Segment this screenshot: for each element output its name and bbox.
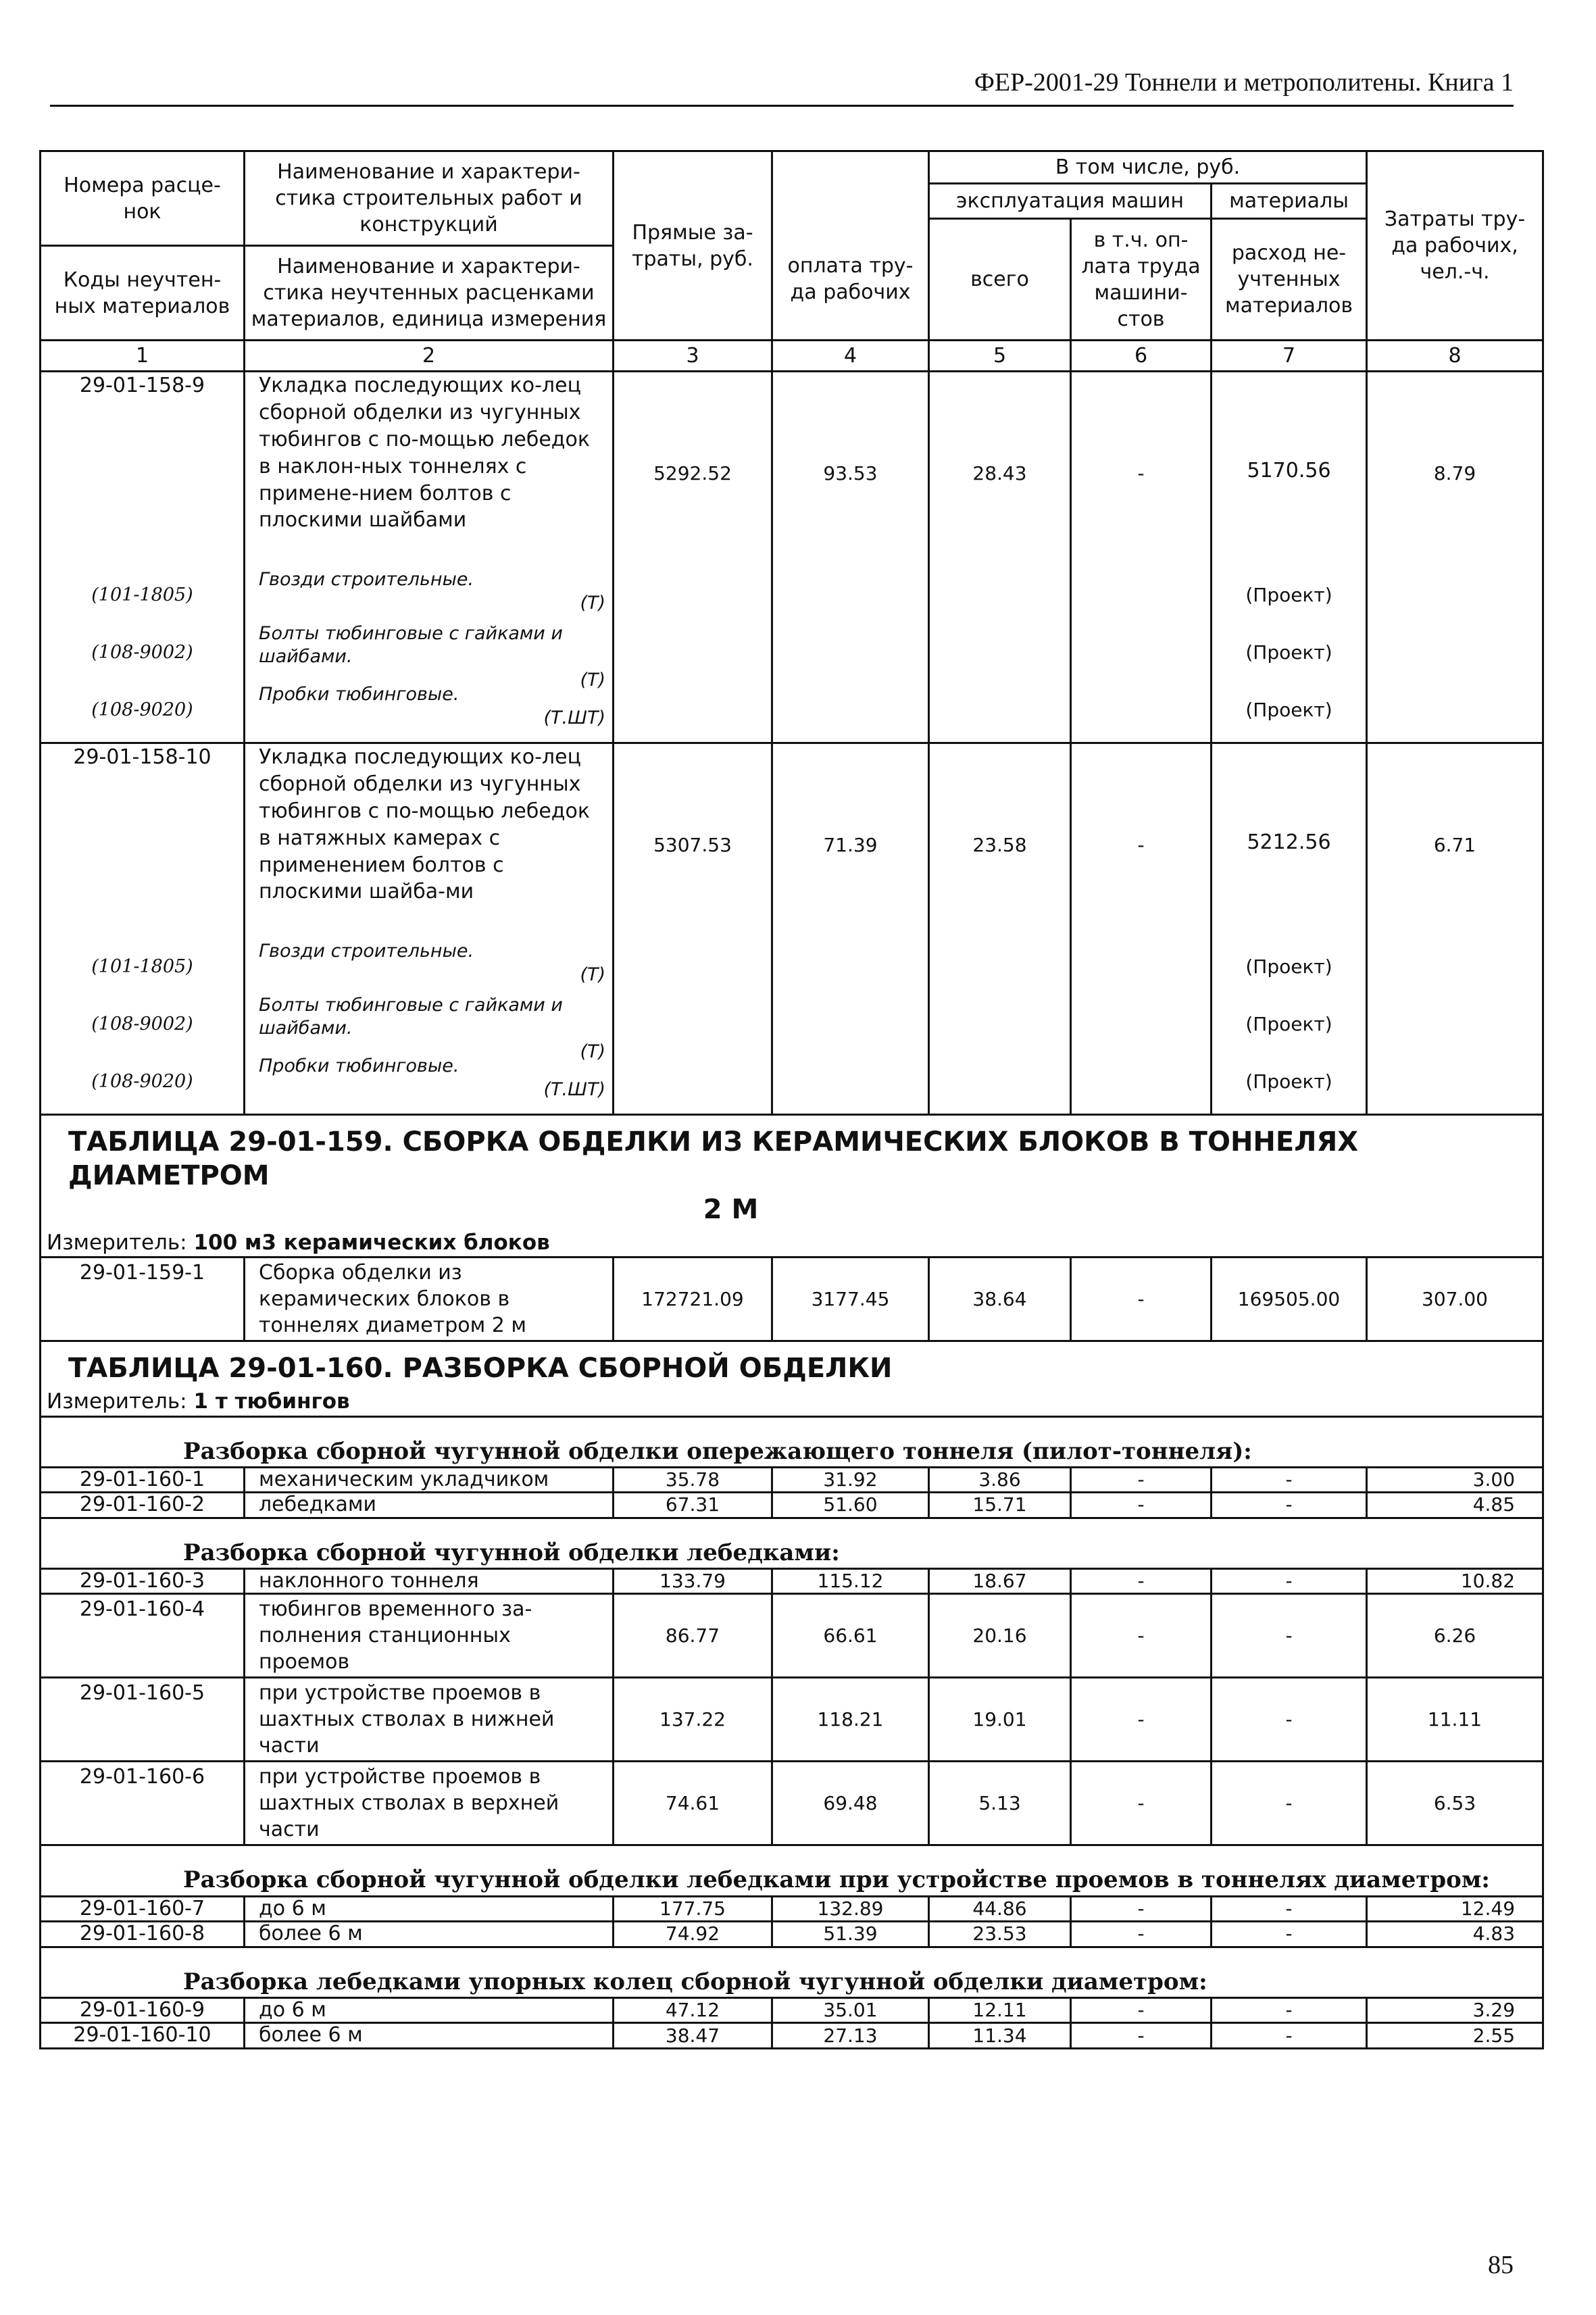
table-row <box>41 1594 1543 1678</box>
labor-pay: 35.01 <box>772 1997 929 2023</box>
rate-code: 29-01-160-8 <box>41 1922 245 1947</box>
rate-code: 29-01-160-1 <box>41 1467 245 1493</box>
direct-costs: 74.92 <box>614 1922 772 1947</box>
header-unaccounted-materials: расход не-учтенных материалов <box>1212 219 1367 341</box>
table-row <box>41 1997 1543 2023</box>
material-unit: (Т) <box>580 669 605 691</box>
material-note: (Проект) <box>1245 583 1332 606</box>
header-rule <box>50 105 1514 107</box>
running-header: ФЕР-2001-29 Тоннели и метрополитены. Книга 1 <box>974 68 1514 97</box>
machines-total: 20.16 <box>929 1594 1071 1678</box>
table-row <box>41 372 1543 743</box>
rate-code: 29-01-160-6 <box>41 1762 245 1845</box>
page-number: 85 <box>1488 2251 1514 2279</box>
material-unit: (Т.ШТ) <box>543 707 605 728</box>
rate-code: 29-01-158-9 <box>79 374 205 397</box>
group-heading: Разборка лебедками упорных колец сборной чугунной обделки диаметром: <box>41 1947 1543 1997</box>
material-code: (108-9002) <box>91 642 193 664</box>
table-row <box>41 1922 1543 1947</box>
direct-costs: 5307.53 <box>614 743 772 1115</box>
machinist-pay: - <box>1071 1594 1212 1678</box>
materials-cost: - <box>1212 1896 1367 1922</box>
material-code: (108-9020) <box>91 1071 193 1093</box>
table-row <box>41 1568 1543 1594</box>
material-unit: (Т.ШТ) <box>543 1078 605 1100</box>
machinist-pay: - <box>1071 1678 1212 1762</box>
machinist-pay: - <box>1071 1762 1212 1845</box>
header-materials: материалы <box>1212 184 1367 219</box>
machinist-pay: - <box>1071 743 1212 1115</box>
table-159-measure: Измеритель: 100 м3 керамических блоков <box>41 1229 1543 1258</box>
table-159-title: ТАБЛИЦА 29-01-159. СБОРКА ОБДЕЛКИ ИЗ КЕРАМИЧЕСКИХ БЛОКОВ В ТОННЕЛЯХ ДИАМЕТРОМ <box>68 1126 1359 1191</box>
machines-total: 15.71 <box>929 1493 1071 1518</box>
direct-costs: 137.22 <box>614 1678 772 1762</box>
rate-code: 29-01-160-7 <box>41 1896 245 1922</box>
material-note: (Проект) <box>1245 1070 1332 1093</box>
work-description: более 6 м <box>245 2023 614 2049</box>
table-159-title-line2: 2 М <box>703 1194 759 1225</box>
labor-hours: 2.55 <box>1367 2023 1543 2049</box>
material-note: (Проект) <box>1245 698 1332 721</box>
col-number-5: 5 <box>929 341 1071 372</box>
header-machines-total: всего <box>929 219 1071 341</box>
direct-costs: 5292.52 <box>614 372 772 743</box>
rates-table <box>39 150 1544 2049</box>
labor-pay: 66.61 <box>772 1594 929 1678</box>
col-number-8: 8 <box>1367 341 1543 372</box>
materials-cost: - <box>1212 1678 1367 1762</box>
machinist-pay: - <box>1071 2023 1212 2049</box>
materials-cost: - <box>1212 1568 1367 1594</box>
materials-cost: - <box>1212 1594 1367 1678</box>
col-number-6: 6 <box>1071 341 1212 372</box>
direct-costs: 177.75 <box>614 1896 772 1922</box>
machinist-pay: - <box>1071 1896 1212 1922</box>
materials-cost: - <box>1212 1467 1367 1493</box>
material-code: (101-1805) <box>91 584 193 606</box>
table-row <box>41 1678 1543 1762</box>
table-row <box>41 1762 1543 1845</box>
material-name: Гвозди строительные. <box>259 569 474 590</box>
machinist-pay: - <box>1071 1568 1212 1594</box>
machinist-pay: - <box>1071 1467 1212 1493</box>
work-description: при устройстве проемов в шахтных стволах в верхней части <box>245 1762 614 1845</box>
header-work-name: Наименование и характери-стика строительных работ и конструкций <box>245 151 614 246</box>
rate-code: 29-01-160-2 <box>41 1493 245 1518</box>
materials-cost: - <box>1212 1922 1367 1947</box>
material-unit: (Т) <box>580 1041 605 1062</box>
work-description: тюбингов временного за-полнения станционных проемов <box>245 1594 614 1678</box>
rate-code: 29-01-160-3 <box>41 1568 245 1594</box>
table-160-measure: Измеритель: 1 т тюбингов <box>41 1388 1543 1416</box>
labor-pay: 132.89 <box>772 1896 929 1922</box>
table-row <box>41 1896 1543 1922</box>
materials-cost: 5212.56 <box>1247 830 1331 854</box>
rate-code: 29-01-159-1 <box>41 1258 245 1341</box>
direct-costs: 86.77 <box>614 1594 772 1678</box>
labor-pay: 93.53 <box>772 372 929 743</box>
machines-total: 19.01 <box>929 1678 1071 1762</box>
work-description: лебедками <box>245 1493 614 1518</box>
labor-pay: 115.12 <box>772 1568 929 1594</box>
col-number-2: 2 <box>245 341 614 372</box>
machinist-pay: - <box>1071 372 1212 743</box>
labor-hours: 6.53 <box>1367 1762 1543 1845</box>
rate-code: 29-01-160-4 <box>41 1594 245 1678</box>
table-row <box>41 1258 1543 1341</box>
material-name: Пробки тюбинговые. <box>259 684 459 705</box>
material-code: (108-9020) <box>91 699 193 721</box>
machines-total: 11.34 <box>929 2023 1071 2049</box>
machines-total: 23.58 <box>929 743 1071 1115</box>
direct-costs: 38.47 <box>614 2023 772 2049</box>
labor-hours: 6.71 <box>1367 743 1543 1115</box>
header-direct-costs: Прямые за-траты, руб. <box>614 151 772 341</box>
material-name: Гвозди строительные. <box>259 941 474 962</box>
work-description: более 6 м <box>245 1922 614 1947</box>
col-number-1: 1 <box>41 341 245 372</box>
labor-hours: 12.49 <box>1367 1896 1543 1922</box>
machines-total: 23.53 <box>929 1922 1071 1947</box>
rate-code: 29-01-158-10 <box>73 745 211 769</box>
materials-cost: 169505.00 <box>1212 1258 1367 1341</box>
machinist-pay: - <box>1071 1997 1212 2023</box>
group-heading: Разборка сборной чугунной обделки опережающего тоннеля (пилот-тоннеля): <box>41 1416 1543 1467</box>
materials-cost: - <box>1212 1493 1367 1518</box>
table-row <box>41 1493 1543 1518</box>
material-unit: (Т) <box>580 964 605 985</box>
rate-code: 29-01-160-9 <box>41 1997 245 2023</box>
labor-pay: 27.13 <box>772 2023 929 2049</box>
material-name: Болты тюбинговые с гайками и шайбами. <box>259 623 563 667</box>
work-description: наклонного тоннеля <box>245 1568 614 1594</box>
material-name: Пробки тюбинговые. <box>259 1055 459 1076</box>
materials-cost: - <box>1212 2023 1367 2049</box>
machines-total: 38.64 <box>929 1258 1071 1341</box>
material-note: (Проект) <box>1245 955 1332 978</box>
header-labor-hours: Затраты тру-да рабочих, чел.-ч. <box>1367 151 1543 341</box>
work-description: до 6 м <box>245 1997 614 2023</box>
labor-pay: 51.39 <box>772 1922 929 1947</box>
material-note: (Проект) <box>1245 1012 1332 1035</box>
labor-hours: 11.11 <box>1367 1678 1543 1762</box>
header-group-including: В том числе, руб. <box>929 151 1367 184</box>
materials-cost: - <box>1212 1997 1367 2023</box>
labor-hours: 307.00 <box>1367 1258 1543 1341</box>
machines-total: 3.86 <box>929 1467 1071 1493</box>
machines-total: 12.11 <box>929 1997 1071 2023</box>
work-description: Сборка обделки из керамических блоков в тоннелях диаметром 2 м <box>245 1258 614 1341</box>
labor-pay: 118.21 <box>772 1678 929 1762</box>
direct-costs: 35.78 <box>614 1467 772 1493</box>
rate-code: 29-01-160-10 <box>41 2023 245 2049</box>
header-material-name: Наименование и характери-стика неучтенных расценками материалов, единица измерения <box>245 246 614 341</box>
machinist-pay: - <box>1071 1493 1212 1518</box>
table-row <box>41 2023 1543 2049</box>
machines-total: 28.43 <box>929 372 1071 743</box>
material-code: (101-1805) <box>91 956 193 978</box>
labor-pay: 51.60 <box>772 1493 929 1518</box>
material-name: Болты тюбинговые с гайками и шайбами. <box>259 995 563 1039</box>
labor-hours: 10.82 <box>1367 1568 1543 1594</box>
labor-hours: 8.79 <box>1367 372 1543 743</box>
material-note: (Проект) <box>1245 641 1332 664</box>
group-heading: Разборка сборной чугунной обделки лебедками: <box>41 1518 1543 1568</box>
direct-costs: 47.12 <box>614 1997 772 2023</box>
header-rate-numbers: Номера расце-нок <box>41 151 245 246</box>
labor-pay: 69.48 <box>772 1762 929 1845</box>
material-code: (108-9002) <box>91 1014 193 1035</box>
rate-code: 29-01-160-5 <box>41 1678 245 1762</box>
labor-pay: 31.92 <box>772 1467 929 1493</box>
materials-cost: 5170.56 <box>1247 458 1331 482</box>
labor-hours: 6.26 <box>1367 1594 1543 1678</box>
material-unit: (Т) <box>580 592 605 614</box>
direct-costs: 67.31 <box>614 1493 772 1518</box>
labor-hours: 4.85 <box>1367 1493 1543 1518</box>
machines-total: 18.67 <box>929 1568 1071 1594</box>
table-row <box>41 743 1543 1115</box>
direct-costs: 133.79 <box>614 1568 772 1594</box>
machines-total: 44.86 <box>929 1896 1071 1922</box>
header-machines: эксплуатация машин <box>929 184 1212 219</box>
labor-hours: 3.00 <box>1367 1467 1543 1493</box>
materials-cost: - <box>1212 1762 1367 1845</box>
machinist-pay: - <box>1071 1258 1212 1341</box>
labor-pay: 3177.45 <box>772 1258 929 1341</box>
header-material-codes: Коды неучтен-ных материалов <box>41 246 245 341</box>
work-description: при устройстве проемов в шахтных стволах в нижней части <box>245 1678 614 1762</box>
table-row <box>41 1467 1543 1493</box>
labor-pay: 71.39 <box>772 743 929 1115</box>
labor-hours: 3.29 <box>1367 1997 1543 2023</box>
col-number-7: 7 <box>1212 341 1367 372</box>
direct-costs: 74.61 <box>614 1762 772 1845</box>
labor-hours: 4.83 <box>1367 1922 1543 1947</box>
work-description: механическим укладчиком <box>245 1467 614 1493</box>
work-description: Укладка последующих ко-лец сборной обделки из чугунных тюбингов с по-мощью лебедок в наклон-ных тоннелях с примене-нием болтов с плоскими шайбами <box>259 374 591 532</box>
machines-total: 5.13 <box>929 1762 1071 1845</box>
direct-costs: 172721.09 <box>614 1258 772 1341</box>
work-description: Укладка последующих ко-лец сборной обделки из чугунных тюбингов с по-мощью лебедок в натяжных камерах с применением болтов с плоскими шайба-ми <box>259 745 591 904</box>
header-machinist-pay: в т.ч. оп-лата труда машини-стов <box>1071 219 1212 341</box>
group-heading: Разборка сборной чугунной обделки лебедками при устройстве проемов в тоннелях диаметром: <box>41 1845 1543 1896</box>
header-labor-pay: оплата тру-да рабочих <box>772 219 929 341</box>
machinist-pay: - <box>1071 1922 1212 1947</box>
col-number-4: 4 <box>772 341 929 372</box>
table-160-title: ТАБЛИЦА 29-01-160. РАЗБОРКА СБОРНОЙ ОБДЕЛКИ <box>41 1341 1543 1389</box>
col-number-3: 3 <box>614 341 772 372</box>
work-description: до 6 м <box>245 1896 614 1922</box>
